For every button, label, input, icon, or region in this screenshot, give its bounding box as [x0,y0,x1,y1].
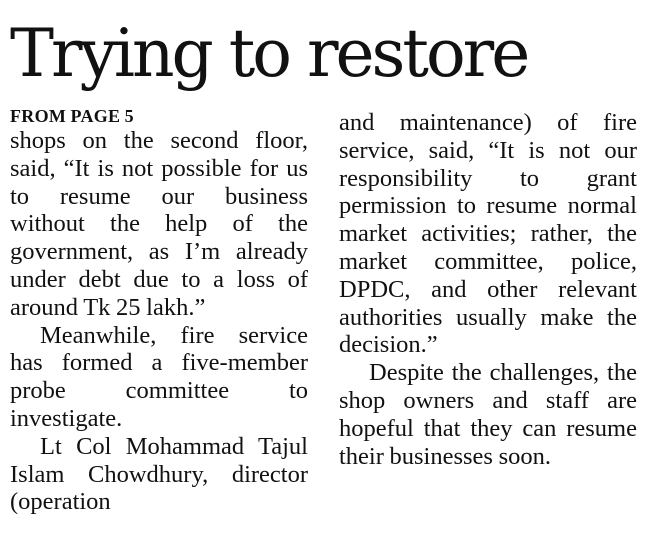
paragraph-quote-shop-owner: shops on the second floor, said, “It is not possible for us to resume our business without the help of the government, as I’m already under debt due to a loss of around Tk 25 lakh.” [10,127,308,321]
continuation-kicker: FROM PAGE 5 [10,106,134,126]
paragraph-director-intro: Lt Col Mohammad Tajul Islam Chowdhury, director (operation [10,432,308,516]
paragraph-hopeful-owners: Despite the challenges, the shop owners and staff are hopeful that they can resume their businesses soon. [339,359,637,470]
paragraph-director-quote: and maintenance) of fire service, said, “It is not our responsibility to grant permission to resume normal market activities; rather, the market committee, police, DPDC, and other relevant authorities usually make the decision.” [339,109,637,359]
paragraph-probe-committee: Meanwhile, fire service has formed a five-member probe committee to investigate. [10,321,308,432]
headline: Trying to restore [10,15,528,92]
article-column-right [339,109,637,470]
article-column-left [10,106,308,516]
